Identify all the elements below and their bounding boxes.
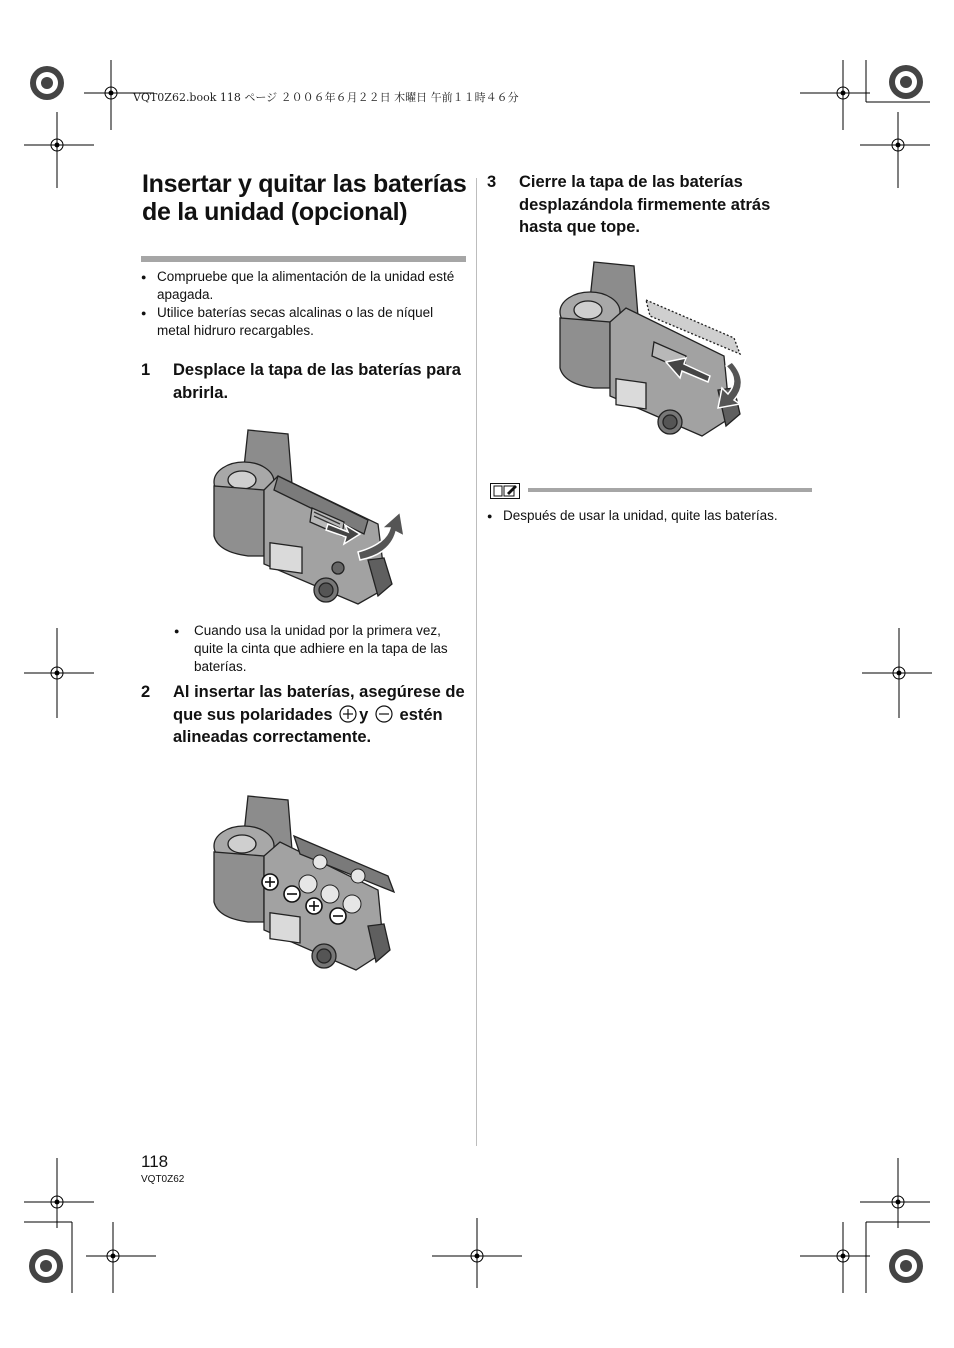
page-title: Insertar y quitar las baterías de la unidad (opcional) [142, 170, 467, 226]
plus-polarity-icon [339, 705, 357, 723]
list-item: ● Utilice baterías secas alcalinas o las de níquel metal hidruro recargables. [141, 304, 466, 340]
step-number: 2 [141, 683, 151, 701]
page-number: 118 [141, 1152, 169, 1171]
step-text: Cierre la tapa de las baterías desplazándola firmemente atrás hasta que tope. [519, 173, 771, 236]
illustration-close-cover [554, 258, 754, 442]
illustration-open-cover [208, 424, 408, 608]
registration-mark-bottom-left [24, 1158, 159, 1293]
title-underline [141, 256, 466, 262]
registration-mark-bottom-right [800, 1158, 935, 1293]
illustration-insert-batteries [208, 792, 398, 974]
step-1-note: ● Cuando usa la unidad por la primera vez, quite la cinta que adhiere en la tapa de las baterías. [174, 623, 448, 674]
registration-mark-right-middle [862, 628, 932, 718]
note-bullet-list [487, 507, 812, 525]
intro-bullet-list [141, 268, 466, 340]
registration-mark-top-right [800, 60, 930, 190]
note-rule [528, 488, 812, 492]
model-code: VQT0Z62 [141, 1174, 185, 1185]
minus-polarity-icon [375, 705, 393, 723]
column-divider [476, 178, 477, 1146]
step-2 [141, 681, 466, 749]
step-text: Desplace la tapa de las baterías para abrirla. [173, 361, 461, 402]
step-text: Al insertar las baterías, asegúrese de que sus polaridades y estén alineadas correctamente. [173, 683, 465, 746]
print-header: VQT0Z62.book 118 ページ ２００６年６月２２日 木曜日 午前１１時４６分 [133, 91, 519, 104]
registration-mark-top-left [24, 60, 154, 190]
note-icon [490, 483, 520, 499]
bullet-icon: ● [174, 626, 180, 636]
step-number: 1 [141, 361, 151, 379]
step-1 [141, 359, 466, 404]
list-item: ● Compruebe que la alimentación de la unidad esté apagada. [141, 268, 466, 304]
step-3 [487, 171, 812, 239]
list-item: ● Después de usar la unidad, quite las baterías. [487, 507, 812, 525]
step-number: 3 [487, 173, 497, 191]
registration-mark-bottom-center [432, 1218, 522, 1288]
registration-mark-left-middle [24, 628, 94, 718]
star-target-icon [30, 66, 64, 100]
